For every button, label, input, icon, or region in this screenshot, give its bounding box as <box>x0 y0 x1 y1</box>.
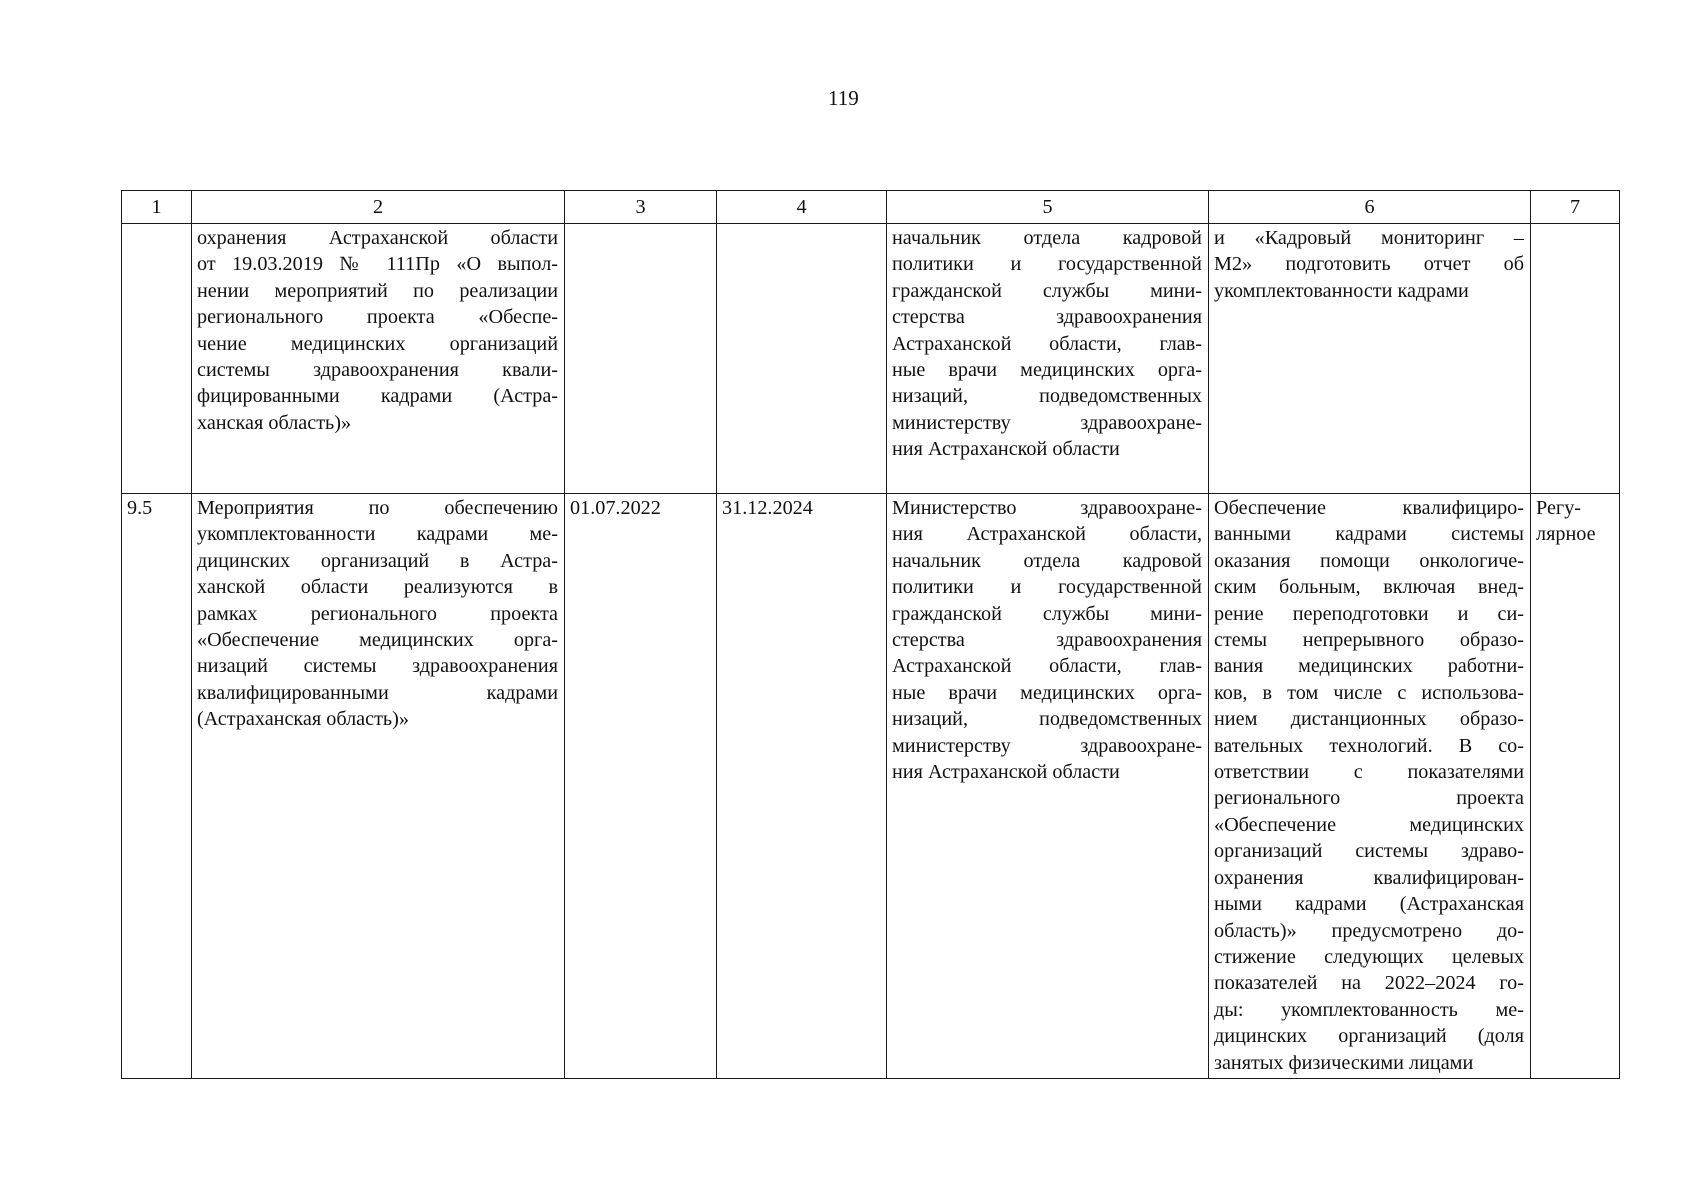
end-date-cell <box>717 494 887 1079</box>
text-line: ными кадрами (Астраханская <box>1214 893 1524 916</box>
responsible-cell <box>887 494 1209 1079</box>
table-row <box>122 494 1620 1079</box>
text-line: (Астраханская область)» <box>197 708 409 731</box>
frequency-cell <box>1531 494 1620 1079</box>
text-line: ханской области реализуются в <box>197 576 558 599</box>
text-line: показателей на 2022–2024 го- <box>1214 972 1524 995</box>
text-line: министерству здравоохране- <box>892 411 1202 434</box>
header-cell: 6 <box>1209 191 1531 224</box>
result-text <box>1214 225 1524 304</box>
text-line: стижение следующих целевых <box>1214 945 1524 968</box>
text-line: чение медицинских организаций <box>197 332 558 355</box>
text-line: ванными кадрами системы <box>1214 523 1524 546</box>
text-line: занятых физическими лицами <box>1214 1051 1474 1074</box>
measure-cell <box>192 224 565 494</box>
text-line: охранения квалифицирован- <box>1214 866 1524 889</box>
header-cell: 1 <box>122 191 192 224</box>
measure-cell <box>192 494 565 1079</box>
header-cell: 5 <box>887 191 1209 224</box>
frequency-text <box>1536 495 1613 548</box>
result-cell <box>1209 224 1531 494</box>
text-line: гражданской службы мини- <box>892 279 1202 302</box>
measure-text <box>197 495 558 733</box>
text-line: ния Астраханской области <box>892 761 1120 784</box>
start-date-cell <box>565 494 717 1079</box>
header-cell: 7 <box>1531 191 1620 224</box>
text-line: укомплектованности кадрами <box>1214 279 1469 302</box>
text-line: рение переподготовки и си- <box>1214 602 1524 625</box>
text-line: ков, в том числе с использова- <box>1214 681 1524 704</box>
table-row <box>122 224 1620 494</box>
text-line: ния Астраханской области <box>892 438 1120 461</box>
text-line: область)» предусмотрено до- <box>1214 919 1524 942</box>
text-line: низаций, подведомственных <box>892 385 1202 408</box>
text-line: начальник отдела кадровой <box>892 227 1202 249</box>
text-line: политики и государственной <box>892 576 1202 599</box>
measure-text <box>197 225 558 436</box>
text-line: нием дистанционных образо- <box>1214 708 1524 731</box>
text-line: от 19.03.2019 № 111Пр «О выпол- <box>197 253 558 276</box>
result-cell <box>1209 494 1531 1079</box>
start-date-cell <box>565 224 717 494</box>
text-line: системы здравоохранения квали- <box>197 359 558 382</box>
text-line: М2» подготовить отчет об <box>1214 253 1524 276</box>
text-line: рамках регионального проекта <box>197 602 558 625</box>
plan-table <box>121 190 1620 1079</box>
row-number-cell <box>122 494 192 1079</box>
text-line: «Обеспечение медицинских <box>1214 813 1524 836</box>
text-line: лярное <box>1536 523 1596 546</box>
text-line: оказания помощи онкологиче- <box>1214 549 1524 572</box>
table-header-row <box>122 191 1620 224</box>
responsible-cell <box>887 224 1209 494</box>
text-line: ния Астраханской области, <box>892 523 1202 546</box>
text-line: стемы непрерывного образо- <box>1214 629 1524 652</box>
text-line: начальник отдела кадровой <box>892 549 1202 572</box>
responsible-text <box>892 225 1202 463</box>
text-line: гражданской службы мини- <box>892 602 1202 625</box>
text-line: ные врачи медицинских орга- <box>892 359 1202 382</box>
text-line: Астраханской области, глав- <box>892 655 1202 678</box>
text-line: укомплектованности кадрами ме- <box>197 523 558 546</box>
text-line: ханская область)» <box>197 411 352 434</box>
text-line: нении мероприятий по реализации <box>197 279 558 302</box>
text-line: и «Кадровый мониторинг – <box>1214 227 1524 249</box>
start-date: 01.07.2022 <box>570 497 661 519</box>
text-line: вательных технологий. В со- <box>1214 734 1524 757</box>
text-line: Обеспечение квалифициро- <box>1214 497 1524 519</box>
header-cell: 4 <box>717 191 887 224</box>
text-line: ные врачи медицинских орга- <box>892 681 1202 704</box>
header-cell: 2 <box>192 191 565 224</box>
text-line: министерству здравоохране- <box>892 734 1202 757</box>
text-line: стерства здравоохранения <box>892 629 1202 652</box>
text-line: дицинских организаций в Астра- <box>197 549 558 572</box>
row-number-cell <box>122 224 192 494</box>
header-cell: 3 <box>565 191 717 224</box>
text-line: низаций системы здравоохранения <box>197 655 558 678</box>
result-text <box>1214 495 1524 1076</box>
text-line: регионального проекта «Обеспе- <box>197 306 558 329</box>
text-line: вания медицинских работни- <box>1214 655 1524 678</box>
text-line: «Обеспечение медицинских орга- <box>197 629 558 652</box>
text-line: организаций системы здраво- <box>1214 840 1524 863</box>
responsible-text <box>892 495 1202 785</box>
text-line: ды: укомплектованность ме- <box>1214 998 1524 1021</box>
text-line: регионального проекта <box>1214 787 1524 810</box>
text-line: охранения Астраханской области <box>197 227 558 249</box>
text-line: фицированными кадрами (Астра- <box>197 385 558 408</box>
text-line: ским больным, включая внед- <box>1214 576 1524 599</box>
text-line: ответствии с показателями <box>1214 761 1524 784</box>
text-line: Министерство здравоохране- <box>892 497 1202 519</box>
text-line: Астраханской области, глав- <box>892 332 1202 355</box>
text-line: политики и государственной <box>892 253 1202 276</box>
text-line: Регу- <box>1536 497 1582 519</box>
text-line: дицинских организаций (доля <box>1214 1025 1524 1048</box>
text-line: Мероприятия по обеспечению <box>197 497 558 519</box>
text-line: низаций, подведомственных <box>892 708 1202 731</box>
row-number: 9.5 <box>127 497 153 519</box>
page-number: 119 <box>828 86 859 110</box>
frequency-cell <box>1531 224 1620 494</box>
end-date-cell <box>717 224 887 494</box>
end-date: 31.12.2024 <box>722 497 813 519</box>
text-line: стерства здравоохранения <box>892 306 1202 329</box>
text-line: квалифицированными кадрами <box>197 681 558 704</box>
